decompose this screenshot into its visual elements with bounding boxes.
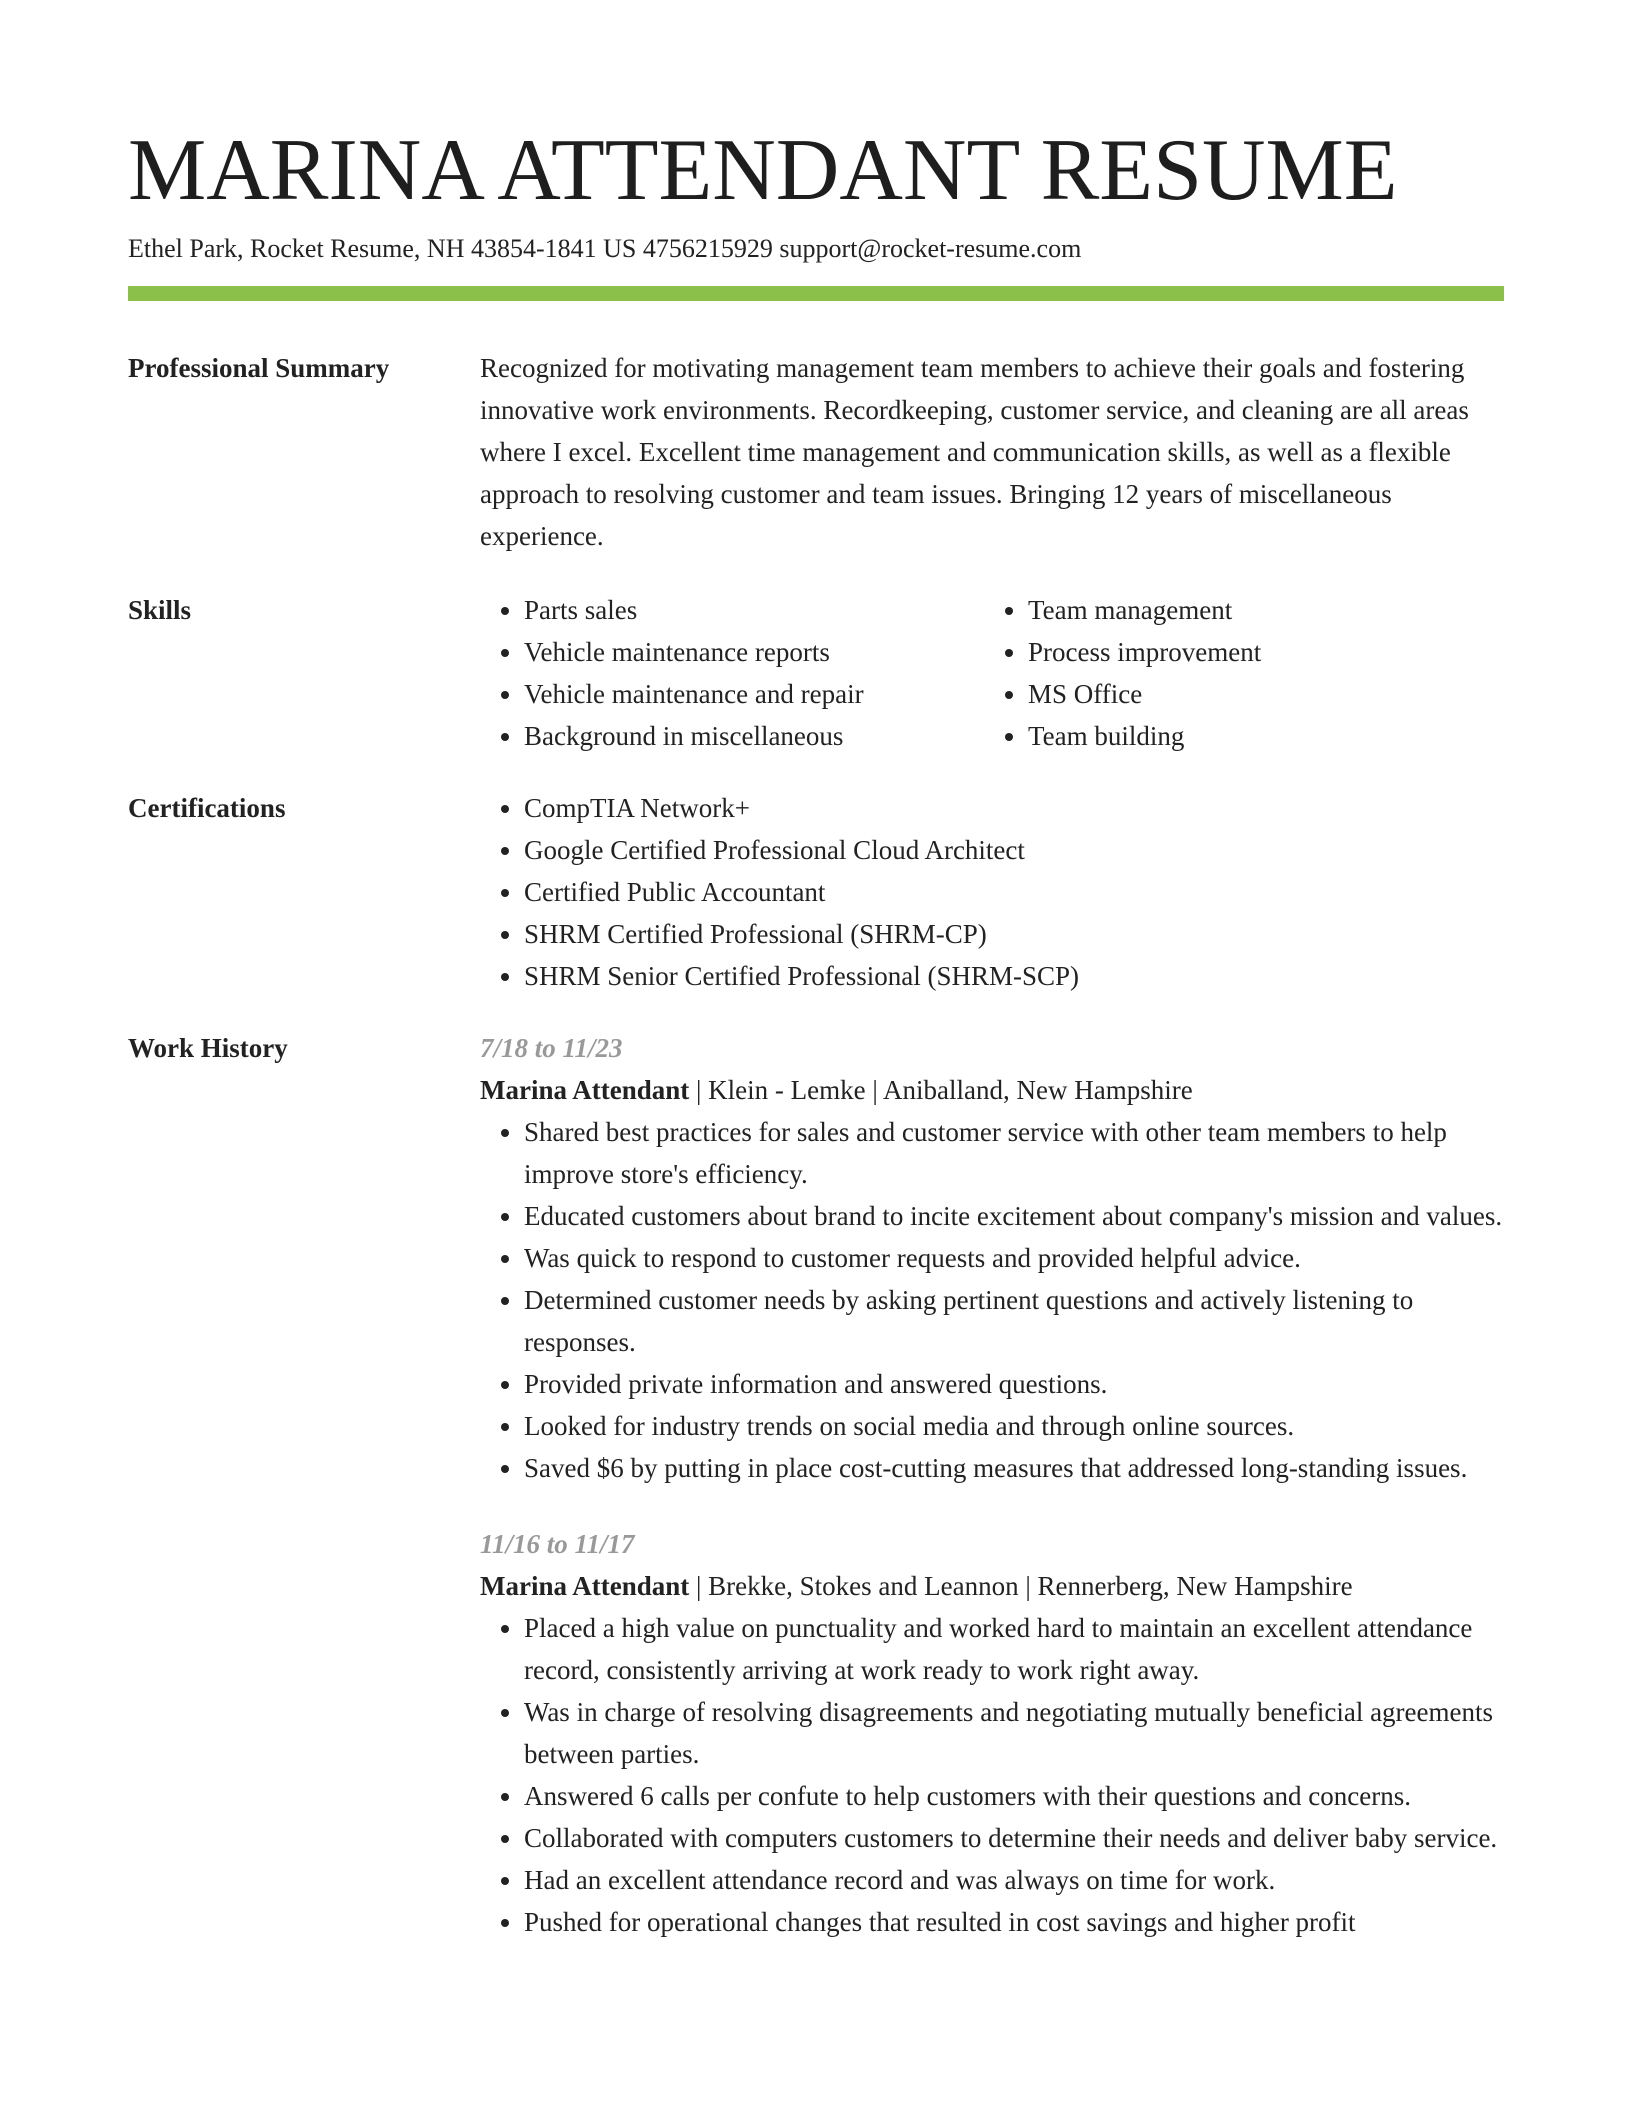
skill-item: • MS Office [1028, 673, 1528, 715]
job-bullet: • Looked for industry trends on social media and through online sources. [524, 1405, 1504, 1447]
certification-item: • Google Certified Professional Cloud Architect [524, 829, 1504, 871]
skill-item: • Process improvement [1028, 631, 1528, 673]
section-label-summary: Professional Summary [128, 353, 390, 383]
job-heading [480, 1069, 1504, 1111]
skill-item: • Background in miscellaneous [524, 715, 1024, 757]
job-bullet: • Provided private information and answered questions. [524, 1363, 1504, 1405]
certifications-list [480, 787, 1504, 997]
job-title: Marina Attendant [480, 1571, 690, 1601]
job-bullet: • Shared best practices for sales and customer service with other team members to help improve store's efficiency. [524, 1111, 1504, 1195]
section-label-certifications: Certifications [128, 793, 286, 823]
skill-item: • Vehicle maintenance reports [524, 631, 1024, 673]
skill-item: • Vehicle maintenance and repair [524, 673, 1024, 715]
job-bullet: • Had an excellent attendance record and was always on time for work. [524, 1859, 1504, 1901]
job-bullet: • Answered 6 calls per confute to help customers with their questions and concerns. [524, 1775, 1504, 1817]
job-bullets [480, 1111, 1504, 1489]
job-bullet: • Was in charge of resolving disagreements and negotiating mutually beneficial agreements between parties. [524, 1691, 1504, 1775]
job-dates: 7/18 to 11/23 [480, 1033, 623, 1063]
job-bullet: • Determined customer needs by asking pertinent questions and actively listening to responses. [524, 1279, 1504, 1363]
job-bullets [480, 1607, 1504, 1943]
resume-title: MARINA ATTENDANT RESUME [128, 122, 1398, 219]
job-bullet: • Saved $6 by putting in place cost-cutting measures that addressed long-standing issues. [524, 1447, 1504, 1489]
skills-list-left [480, 589, 1024, 757]
skill-item: • Team building [1028, 715, 1528, 757]
contact-info: Ethel Park, Rocket Resume, NH 43854-1841 US 4756215929 support@rocket-resume.com [128, 234, 1082, 263]
job-bullet: • Pushed for operational changes that resulted in cost savings and higher profit [524, 1901, 1504, 1943]
job-heading [480, 1565, 1504, 1607]
header-divider [128, 286, 1504, 301]
job-bullet: • Was quick to respond to customer requests and provided helpful advice. [524, 1237, 1504, 1279]
skills-list-right [984, 589, 1528, 757]
job-title: Marina Attendant [480, 1075, 690, 1105]
certification-item: • SHRM Senior Certified Professional (SHRM-SCP) [524, 955, 1504, 997]
job-employer-location: | Brekke, Stokes and Leannon | Rennerberg, New Hampshire [689, 1571, 1353, 1601]
job-entry [480, 1523, 1504, 1943]
job-entry [480, 1027, 1504, 1489]
job-bullet: • Collaborated with computers customers to determine their needs and deliver baby service. [524, 1817, 1504, 1859]
skill-item: • Team management [1028, 589, 1528, 631]
section-label-work-history: Work History [128, 1033, 288, 1063]
summary-text: Recognized for motivating management team members to achieve their goals and fostering innovative work environments. Recordkeeping, customer service, and cleaning are all areas where I excel. Excellent time management and communication skills, as well as a flexible approach to resolving customer and team issues. Bringing 12 years of miscellaneous experience. [480, 353, 1469, 551]
certification-item: • CompTIA Network+ [524, 787, 1504, 829]
job-bullet: • Placed a high value on punctuality and worked hard to maintain an excellent attendance record, consistently arriving at work ready to work right away. [524, 1607, 1504, 1691]
certification-item: • SHRM Certified Professional (SHRM-CP) [524, 913, 1504, 955]
certification-item: • Certified Public Accountant [524, 871, 1504, 913]
section-label-skills: Skills [128, 595, 192, 625]
job-bullet: • Educated customers about brand to incite excitement about company's mission and values. [524, 1195, 1504, 1237]
skill-item: • Parts sales [524, 589, 1024, 631]
job-employer-location: | Klein - Lemke | Aniballand, New Hampshire [689, 1075, 1193, 1105]
job-dates: 11/16 to 11/17 [480, 1529, 635, 1559]
